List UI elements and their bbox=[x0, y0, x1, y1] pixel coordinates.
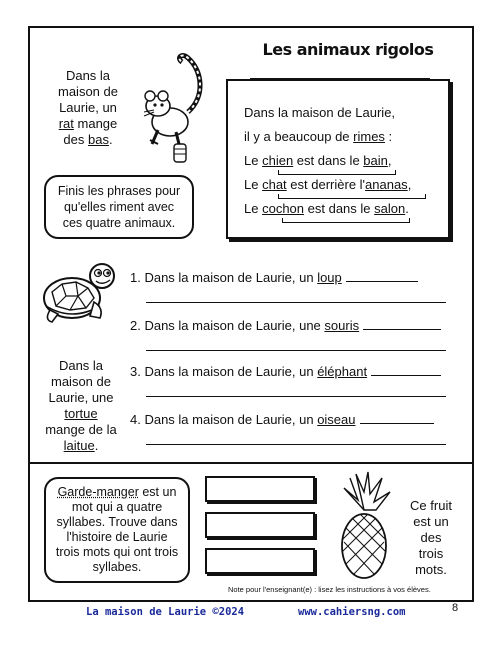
teacher-note: Note pour l'enseignant(e) : lisez les instructions à vos élèves. bbox=[228, 585, 431, 594]
pineapple-illustration bbox=[334, 470, 394, 582]
rhyme-bracket bbox=[282, 218, 410, 223]
rhyme-bracket bbox=[278, 170, 396, 175]
rat-illustration bbox=[136, 48, 216, 166]
syllable-bubble: Garde-manger est un mot qui a quatre syllabes. Trouve dans l'histoire de Laurie trois mots qui ont trois syllabes. bbox=[44, 477, 190, 583]
section-divider bbox=[28, 462, 474, 464]
answer-line-3[interactable] bbox=[146, 396, 446, 397]
poem-line-1: Dans la maison de Laurie, bbox=[244, 105, 396, 120]
fruit-text: Ce fruit est un des trois mots. bbox=[410, 498, 452, 577]
instruction-bubble: Finis les phrases pour qu'elles riment avec ces quatre animaux. bbox=[44, 175, 194, 239]
bas-word: bas bbox=[88, 132, 109, 147]
rat-intro-text: Dans la maison de Laurie, un rat mange des bas. bbox=[58, 68, 118, 147]
answer-box-2[interactable] bbox=[205, 512, 315, 538]
garde-manger-word: Garde-manger bbox=[57, 485, 139, 499]
poem-box bbox=[226, 79, 450, 239]
rhyme-bracket bbox=[278, 194, 426, 199]
answer-box-3[interactable] bbox=[205, 548, 315, 574]
question-3: 3. Dans la maison de Laurie, un éléphant bbox=[130, 364, 441, 379]
poem-line-2: il y a beaucoup de rimes : bbox=[244, 129, 393, 144]
poem-line-5: Le cochon est dans le salon. bbox=[244, 201, 409, 216]
tortue-word: tortue bbox=[64, 406, 98, 421]
tortue-intro-text: Dans la maison de Laurie, une tortue mange de la laitue. bbox=[45, 358, 117, 453]
turtle-illustration bbox=[38, 262, 120, 328]
footer-title: La maison de Laurie ©2024 bbox=[86, 606, 245, 618]
question-4: 4. Dans la maison de Laurie, un oiseau bbox=[130, 412, 434, 427]
poem-line-3: Le chien est dans le bain, bbox=[244, 153, 392, 168]
page-number: 8 bbox=[452, 602, 459, 614]
page-title: Les animaux rigolos bbox=[262, 40, 434, 59]
question-1: 1. Dans la maison de Laurie, un loup bbox=[130, 270, 418, 285]
question-2: 2. Dans la maison de Laurie, une souris bbox=[130, 318, 441, 333]
answer-box-1[interactable] bbox=[205, 476, 315, 502]
answer-line-1[interactable] bbox=[146, 302, 446, 303]
rat-word: rat bbox=[58, 116, 74, 131]
rimes-word: rimes bbox=[353, 129, 385, 144]
answer-line-2[interactable] bbox=[146, 350, 446, 351]
laitue-word: laitue bbox=[63, 438, 95, 453]
poem-line-4: Le chat est derrière l'ananas, bbox=[244, 177, 412, 192]
answer-line-4[interactable] bbox=[146, 444, 446, 445]
footer-website[interactable]: www.cahiersng.com bbox=[298, 606, 406, 618]
